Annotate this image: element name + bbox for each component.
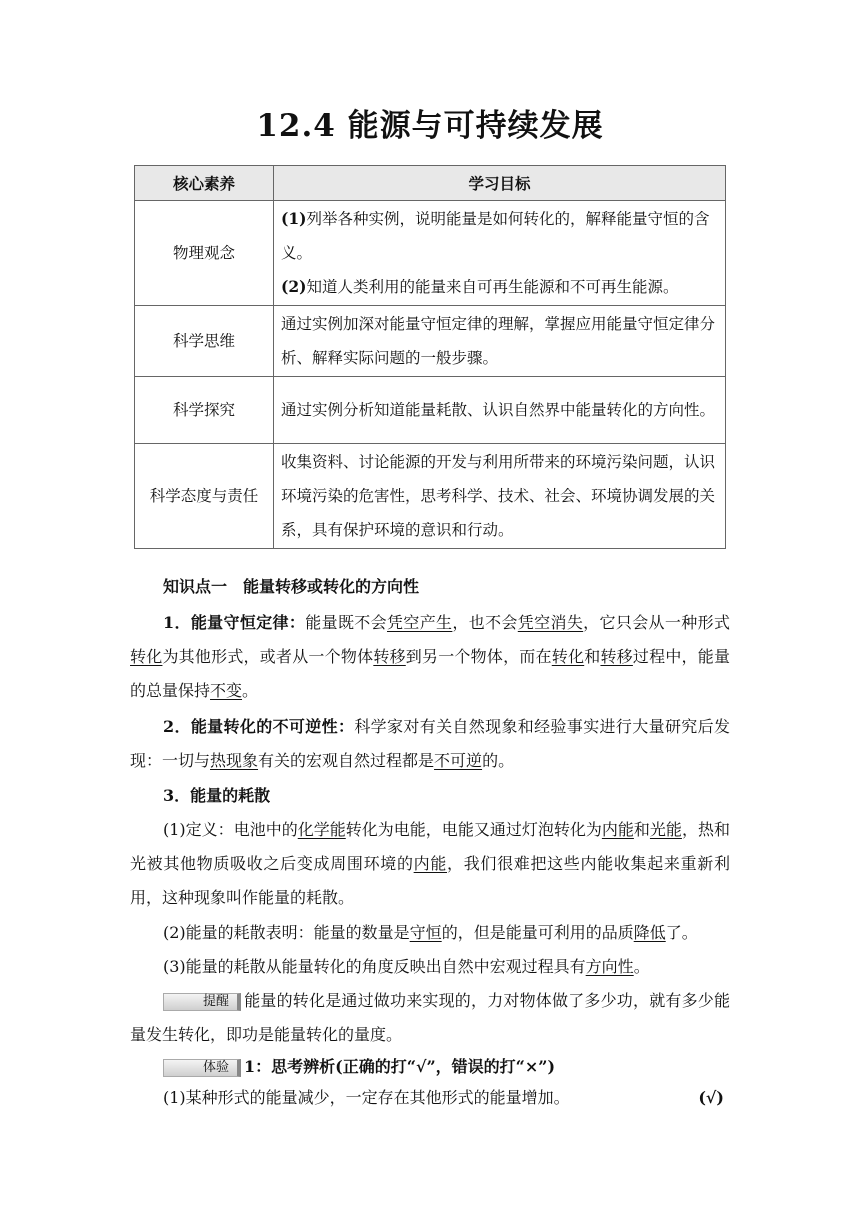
core-cell: 科学思维: [135, 306, 274, 377]
goal-cell: 通过实例分析知道能量耗散、认识自然界中能量转化的方向性。: [274, 377, 726, 444]
paragraph-1: 1．能量守恒定律：能量既不会凭空产生，也不会凭空消失，它只会从一种形式转化为其他形式，或者从一个物体转移到另一个物体，而在转化和转移过程中，能量的总量保持不变。: [130, 613, 730, 700]
goal-cell: 通过实例加深对能量守恒定律的理解，掌握应用能量守恒定律分析、解释实际问题的一般步骤。: [274, 306, 726, 377]
goal-text: (2)知道人类利用的能量来自可再生能源和不可再生能源。: [281, 277, 679, 296]
goal-cell: [274, 201, 726, 306]
paragraph-4: (1)定义：电池中的化学能转化为电能，电能又通过灯泡转化为内能和光能，热和光被其他物质吸收之后变成周围环境的内能，我们很难把这些内能收集起来重新利用，这种现象叫作能量的耗散。: [130, 820, 730, 907]
core-cell: 科学态度与责任: [135, 444, 274, 549]
core-cell: 物理观念: [135, 201, 274, 306]
core-cell: 科学探究: [135, 377, 274, 444]
table-header-goals: 学习目标: [274, 166, 726, 201]
question-answer: (√): [698, 1088, 724, 1107]
tip-note: 提醒 能量的转化是通过做功来实现的，力对物体做了多少功，就有多少能量发生转化，即功是能量转化的量度。: [130, 991, 730, 1044]
table-row: [135, 201, 726, 306]
table-header-row: [135, 166, 726, 201]
goal-text: (1)列举各种实例，说明能量是如何转化的，解释能量守恒的含义。: [281, 209, 710, 262]
question-1: [130, 1081, 730, 1115]
tip-badge: 提醒: [163, 993, 241, 1011]
paragraph-6: (3)能量的耗散从能量转化的角度反映出自然中宏观过程具有方向性。: [163, 957, 650, 976]
section-heading: 知识点一 能量转移或转化的方向性: [163, 577, 420, 596]
goal-cell: 收集资料、讨论能源的开发与利用所带来的环境污染问题，认识环境污染的危害性，思考科学、技术、社会、环境协调发展的关系，具有保护环境的意识和行动。: [274, 444, 726, 549]
paragraph-3: 3．能量的耗散: [163, 786, 271, 805]
table-header-core: 核心素养: [135, 166, 274, 201]
experience-badge: 体验: [163, 1059, 241, 1077]
exercise-heading: 体验 1：思考辨析(正确的打“√”，错误的打“×”): [130, 1050, 730, 1084]
paragraph-5: (2)能量的耗散表明：能量的数量是守恒的，但是能量可利用的品质降低了。: [163, 923, 698, 942]
table-row: [135, 377, 726, 444]
table-row: [135, 444, 726, 549]
page-title: 12.4 能源与可持续发展: [256, 108, 604, 144]
table-row: [135, 306, 726, 377]
question-text: (1)某种形式的能量减少，一定存在其他形式的能量增加。: [163, 1088, 570, 1107]
paragraph-2: 2．能量转化的不可逆性：科学家对有关自然现象和经验事实进行大量研究后发现：一切与热现象有关的宏观自然过程都是不可逆的。: [130, 717, 730, 770]
goals-table: [134, 165, 726, 549]
